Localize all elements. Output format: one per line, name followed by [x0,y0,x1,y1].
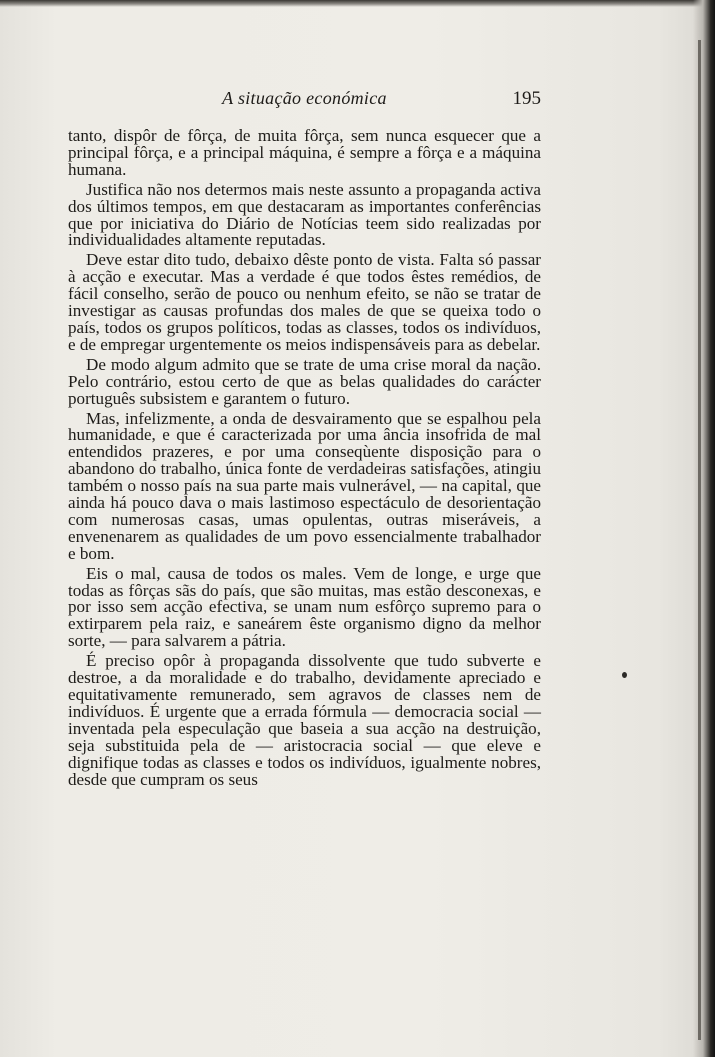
paragraph: Deve estar dito tudo, debaixo dêste ponto de vista. Falta só passar à acção e executar. Mas a verdade é que todos êstes remédios, de fácil conselho, serão de pouco ou nenhum efeito, se não se tratar de investigar as causas profundas dos males de que se queixa todo o país, todos os grupos políticos, todas as classes, todos os indivíduos, e de empregar urgentemente os meios indispensáveis para as debelar. [68,250,541,354]
page-top-shadow [0,0,715,7]
paragraph: tanto, dispôr de fôrça, de muita fôrça, sem nunca esquecer que a principal fôrça, e a principal máquina, é sempre a fôrça e a máquina humana. [68,126,541,179]
paragraph: Mas, infelizmente, a onda de desvairamento que se espalhou pela humanidade, e que é caracterizada por uma ância insofrida de mal entendidos prazeres, e por uma conseqùente disposição para o abandono do trabalho, única fonte de verdadeiras satisfações, atingiu também o nosso país na sua parte mais vulnerável, — na capital, que ainda há pouco dava o mais lastimoso espectáculo de desorientação com numerosas casas, umas opulentas, outras miseráveis, a envenenarem as qualidades de um povo essencialmente trabalhador e bom. [68,408,541,563]
running-title: A situação económica [222,88,387,108]
paragraph: É preciso opôr à propaganda dissolvente que tudo subverte e destroe, a da moralidade e do trabalho, devidamente apreciado e equitativamente remunerado, sem agravos de classes nem de indivíduos. É urgente que a errada fórmula — democracia social — inventada pela especulação que baseia a sua acção na destruição, seja substituida pela de — aristocracia social — que eleve e dignifique todas as classes e todos os indivíduos, igualmente nobres, desde que cumpram os seus [68,651,541,789]
page-binding-edge [693,0,715,1057]
page-number: 195 [512,88,541,109]
paragraph: Justifica não nos determos mais neste assunto a propaganda activa dos últimos tempos, em que destacaram as importantes conferências que por iniciativa do Diário de Notícias teem sido realizadas por individualidades altamente reputadas. [68,179,541,250]
body-text [68,128,541,788]
page-edge-line [698,40,701,1040]
ink-speck [622,672,627,678]
page-header [68,88,541,114]
paragraph: Eis o mal, causa de todos os males. Vem de longe, e urge que todas as fôrças sãs do país, que são muitas, mas estão desconexas, e por isso sem acção efectiva, se unam num esfôrço supremo para o extirparem pela raiz, e saneárem êste organismo digno da melhor sorte, — para salvarem a pátria. [68,563,541,651]
paragraph: De modo algum admito que se trate de uma crise moral da nação. Pelo contrário, estou certo de que as belas qualidades do carácter português subsistem e garantem o futuro. [68,354,541,408]
